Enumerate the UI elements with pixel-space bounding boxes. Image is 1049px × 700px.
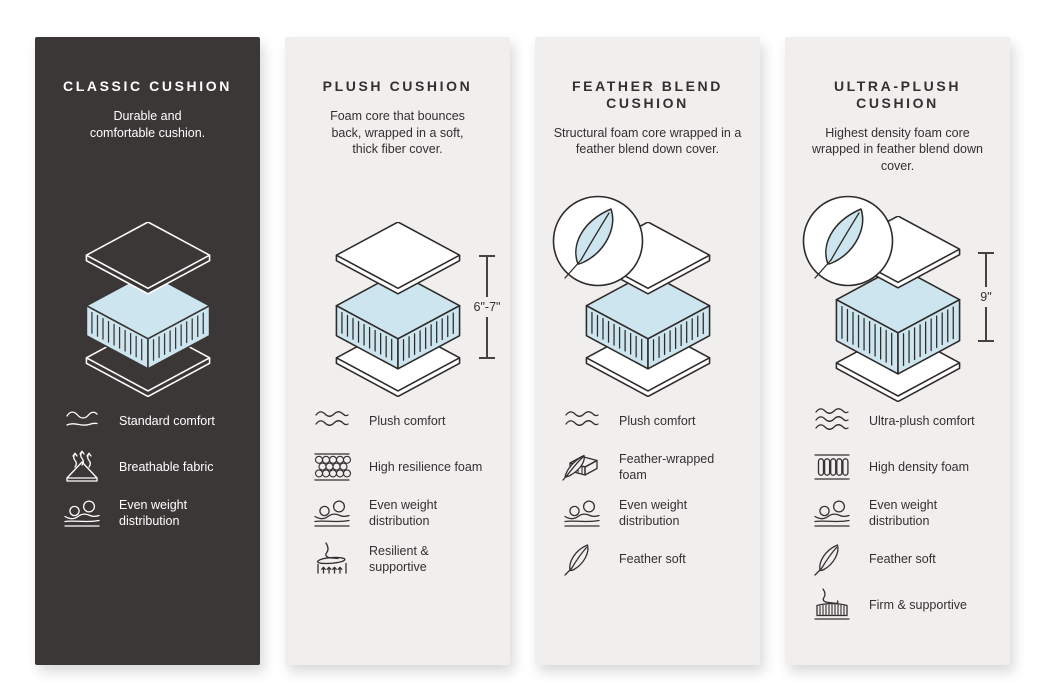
card-title: PLUSH CUSHION (322, 78, 473, 94)
cushion-illustration (535, 192, 760, 432)
feature-list (62, 403, 252, 541)
feature-label: Plush comfort (619, 413, 696, 428)
height-measurement (465, 255, 509, 359)
even-weight-icon (562, 497, 602, 529)
feature-row (562, 541, 752, 577)
layered-cushion-drawing (323, 222, 473, 397)
card-description: Structural foam core wrapped in a feather blend down cover. (553, 125, 742, 157)
feature-label: Even weight distribution (869, 497, 938, 528)
measure-line (985, 254, 987, 287)
double-wave-icon (562, 406, 602, 436)
feature-label: Feather-wrapped foam (619, 451, 715, 482)
layered-cushion-drawing (73, 222, 223, 397)
feature-label: Feather soft (869, 551, 936, 566)
feature-label: Even weight distribution (369, 497, 438, 528)
feature-label: Firm & supportive (869, 597, 967, 612)
card-title: FEATHER BLEND CUSHION (572, 78, 723, 111)
feature-label: Resilient & supportive (369, 543, 429, 574)
cushion-illustration (285, 192, 510, 432)
feature-row (812, 541, 1002, 577)
feature-row (812, 403, 1002, 439)
feather-icon (562, 542, 602, 576)
feature-row (312, 403, 502, 439)
double-wave-icon (312, 406, 352, 436)
top-layer (86, 222, 209, 294)
feather-badge (551, 194, 645, 288)
feature-row (312, 541, 502, 577)
feature-row (62, 495, 252, 531)
feature-list (312, 403, 502, 587)
feature-row (312, 495, 502, 531)
feature-label: Feather soft (619, 551, 686, 566)
feature-list (812, 403, 1002, 633)
height-measurement (964, 252, 1008, 342)
feature-label: Plush comfort (369, 413, 446, 428)
card-title: CLASSIC CUSHION (63, 78, 232, 94)
feature-row (62, 403, 252, 439)
card-description: Highest density foam core wrapped in feather blend down cover. (812, 125, 983, 174)
feature-label: Breathable fabric (119, 459, 214, 474)
card-classic-cushion (35, 37, 260, 665)
measure-line (985, 307, 987, 340)
feature-label: Even weight distribution (119, 497, 188, 528)
feature-row (562, 449, 752, 485)
cushion-illustration (785, 192, 1010, 432)
feature-row (312, 449, 502, 485)
card-plush-cushion (285, 37, 510, 665)
card-title: ULTRA-PLUSH CUSHION (833, 78, 962, 111)
even-weight-icon (812, 497, 852, 529)
feature-row (62, 449, 252, 485)
high-density-foam-icon (812, 450, 852, 484)
feather-icon (812, 542, 852, 576)
card-feather-blend-cushion (535, 37, 760, 665)
measure-label: 6"-7" (473, 300, 501, 314)
feature-row (812, 587, 1002, 623)
even-weight-icon (312, 497, 352, 529)
feature-list (562, 403, 752, 587)
card-description: Foam core that bounces back, wrapped in a soft, thick fiber cover. (330, 108, 465, 157)
firm-foot-icon (812, 588, 852, 622)
feature-label: High density foam (869, 459, 970, 474)
feature-row (812, 495, 1002, 531)
feature-label: Ultra-plush comfort (869, 413, 975, 428)
cushion-illustration (35, 192, 260, 432)
card-ultra-plush-cushion (785, 37, 1010, 665)
top-layer (336, 222, 459, 294)
wave-icon (62, 405, 102, 437)
measure-cap-bottom (978, 340, 994, 342)
feature-row (562, 403, 752, 439)
feature-label: High resilience foam (369, 459, 483, 474)
card-description: Durable and comfortable cushion. (89, 108, 206, 140)
feature-row (812, 449, 1002, 485)
resilient-foot-icon (312, 542, 352, 576)
triple-wave-icon (812, 405, 852, 437)
breathable-icon (62, 450, 102, 484)
feature-row (562, 495, 752, 531)
measure-line (486, 257, 488, 297)
honeycomb-foam-icon (312, 450, 352, 484)
feather-foam-icon (562, 450, 602, 484)
feather-badge (801, 194, 895, 288)
measure-line (486, 317, 488, 357)
feature-label: Even weight distribution (619, 497, 688, 528)
feature-label: Standard comfort (119, 413, 215, 428)
measure-label: 9" (980, 290, 992, 304)
even-weight-icon (62, 497, 102, 529)
measure-cap-bottom (479, 357, 495, 359)
